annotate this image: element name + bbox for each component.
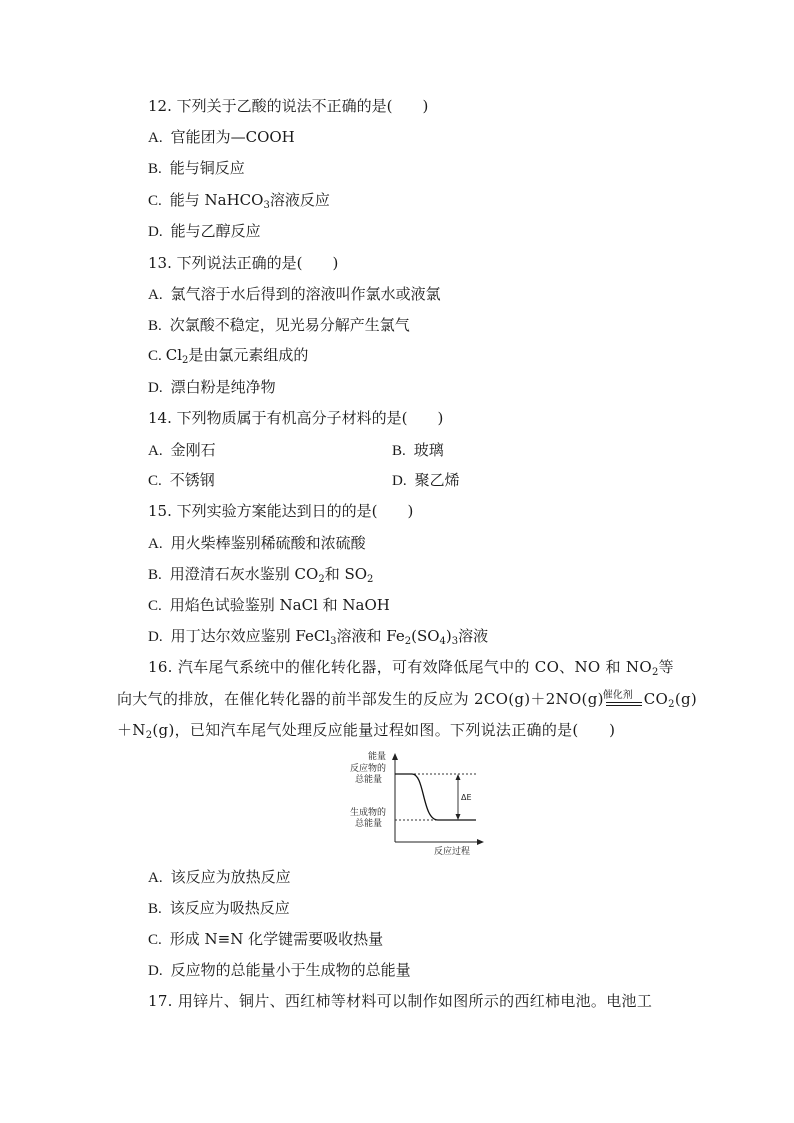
option-text: 和 SO [324,565,368,583]
stem-text: 向大气的排放，在催化转化器的前半部发生的反应为 2CO(g)＋2NO(g) [117,690,604,708]
option-label: A. [148,287,163,303]
stem-text: ＋N [117,721,146,739]
option-label: C. [148,932,162,948]
option-text: Cl [165,346,183,364]
q15-option-b [148,564,373,585]
subscript: 2 [318,574,325,585]
option-label: A. [148,536,163,552]
q12-option-c [148,190,330,211]
option-text: 官能团为—COOH [170,128,295,146]
stem-text: 16. 汽车尾气系统中的催化转化器，可有效降低尾气中的 CO、NO 和 NO [148,658,652,676]
option-text: ) [445,627,452,645]
option-text: 是由氯元素组成的 [188,346,309,364]
subscript: 3 [263,200,270,211]
q12-stem: 12. 下列关于乙酸的说法不正确的是( ) [148,97,429,115]
option-label: D. [148,224,163,240]
option-label: A. [148,870,163,886]
subscript: 2 [145,730,153,741]
reactant-label-1: 反应物的 [350,764,387,774]
subscript: 2 [367,574,374,585]
q15-option-d [148,626,488,647]
option-text: 用澄清石灰水鉴别 CO [169,565,319,583]
q14-option-c [148,470,215,491]
q16-option-a [148,867,291,888]
q13-stem: 13. 下列说法正确的是( ) [148,254,339,272]
subscript: 3 [451,636,459,647]
q16-option-b [148,898,290,919]
option-label: C. [148,473,162,489]
q14-stem: 14. 下列物质属于有机高分子材料的是( ) [148,409,444,427]
delta-e-arrowhead-top [456,774,461,780]
option-label: D. [392,473,407,489]
q14-option-b [392,440,444,461]
option-label: B. [148,901,162,917]
option-label: A. [148,443,163,459]
option-text: 溶液和 Fe [336,627,405,645]
option-label: D. [148,629,163,645]
product-label-1: 生成物的 [350,808,387,818]
option-label: B. [148,161,162,177]
option-text: 用火柴棒鉴别稀硫酸和浓硫酸 [170,534,366,552]
q17-stem: 17. 用锌片、铜片、西红柿等材料可以制作如图所示的西红柿电池。电池工 [148,992,653,1010]
subscript: 2 [651,667,659,678]
option-text: 次氯酸不稳定，见光易分解产生氯气 [169,316,410,334]
q13-option-a [148,284,441,305]
x-axis-arrow [477,839,484,845]
option-label: D. [148,963,163,979]
q12-option-d [148,221,261,242]
option-text: 用焰色试验鉴别 NaCl 和 NaOH [169,596,390,614]
delta-e-arrowhead-bottom [456,814,461,820]
catalyst-arrow [604,689,644,709]
option-label: B. [148,318,162,334]
subscript: 2 [182,355,189,366]
q16-stem-line1 [148,657,674,677]
q13-option-b [148,315,410,336]
y-axis-label: 能量 [368,752,387,762]
subscript: 4 [439,636,446,647]
q12-option-a [148,127,295,148]
q13-option-d [148,377,276,398]
x-axis-label: 反应过程 [434,847,471,857]
option-label: A. [148,130,163,146]
option-text: 能与铜反应 [169,159,245,177]
q16-stem-line3 [117,720,615,740]
energy-diagram [330,745,490,857]
subscript: 2 [404,636,412,647]
equilibrium-line [606,705,642,706]
q15-stem: 15. 下列实验方案能达到日的的是( ) [148,502,414,520]
option-text: (SO [411,627,440,645]
option-text: 能与乙醇反应 [170,222,261,240]
stem-text: CO [643,690,669,708]
option-text: 金刚石 [170,441,216,459]
stem-text: 等 [658,658,674,676]
option-text: 聚乙烯 [414,471,460,489]
equilibrium-line [606,702,642,703]
q16-option-d [148,960,411,981]
option-text: 形成 N≡N 化学键需要吸收热量 [169,930,384,948]
option-text: 用丁达尔效应鉴别 FeCl [170,627,331,645]
delta-e-label: ΔE [461,793,472,802]
q15-option-c [148,595,390,616]
catalyst-label: 催化剂 [602,690,633,701]
stem-text: (g)，已知汽车尾气处理反应能量过程如图。下列说法正确的是( ) [152,721,616,739]
option-text: 能与 NaHCO [169,191,264,209]
q15-option-a [148,533,366,554]
option-text: 该反应为放热反应 [170,868,291,886]
subscript: 3 [330,636,337,647]
q13-option-c [148,345,308,366]
option-label: D. [148,380,163,396]
option-label: C. [148,348,162,364]
stem-text: (g) [674,690,698,708]
option-text: 溶液反应 [269,191,330,209]
option-text: 反应物的总能量小于生成物的总能量 [170,961,411,979]
q12-option-b [148,158,245,179]
option-label: B. [392,443,406,459]
subscript: 2 [668,699,675,710]
q16-stem-line2 [117,689,697,709]
reactant-label-2: 总能量 [355,775,383,785]
option-label: C. [148,598,162,614]
y-axis-arrow [392,753,398,760]
option-text: 该反应为吸热反应 [169,899,290,917]
option-text: 漂白粉是纯净物 [170,378,276,396]
option-label: B. [148,567,162,583]
option-text: 溶液 [458,627,489,645]
option-text: 氯气溶于水后得到的溶液叫作氯水或液氯 [170,285,441,303]
option-label: C. [148,193,162,209]
q14-option-d [392,470,460,491]
q14-option-a [148,440,216,461]
option-text: 不锈钢 [169,471,215,489]
q16-option-c [148,929,383,950]
product-label-2: 总能量 [355,819,383,829]
option-text: 玻璃 [413,441,444,459]
